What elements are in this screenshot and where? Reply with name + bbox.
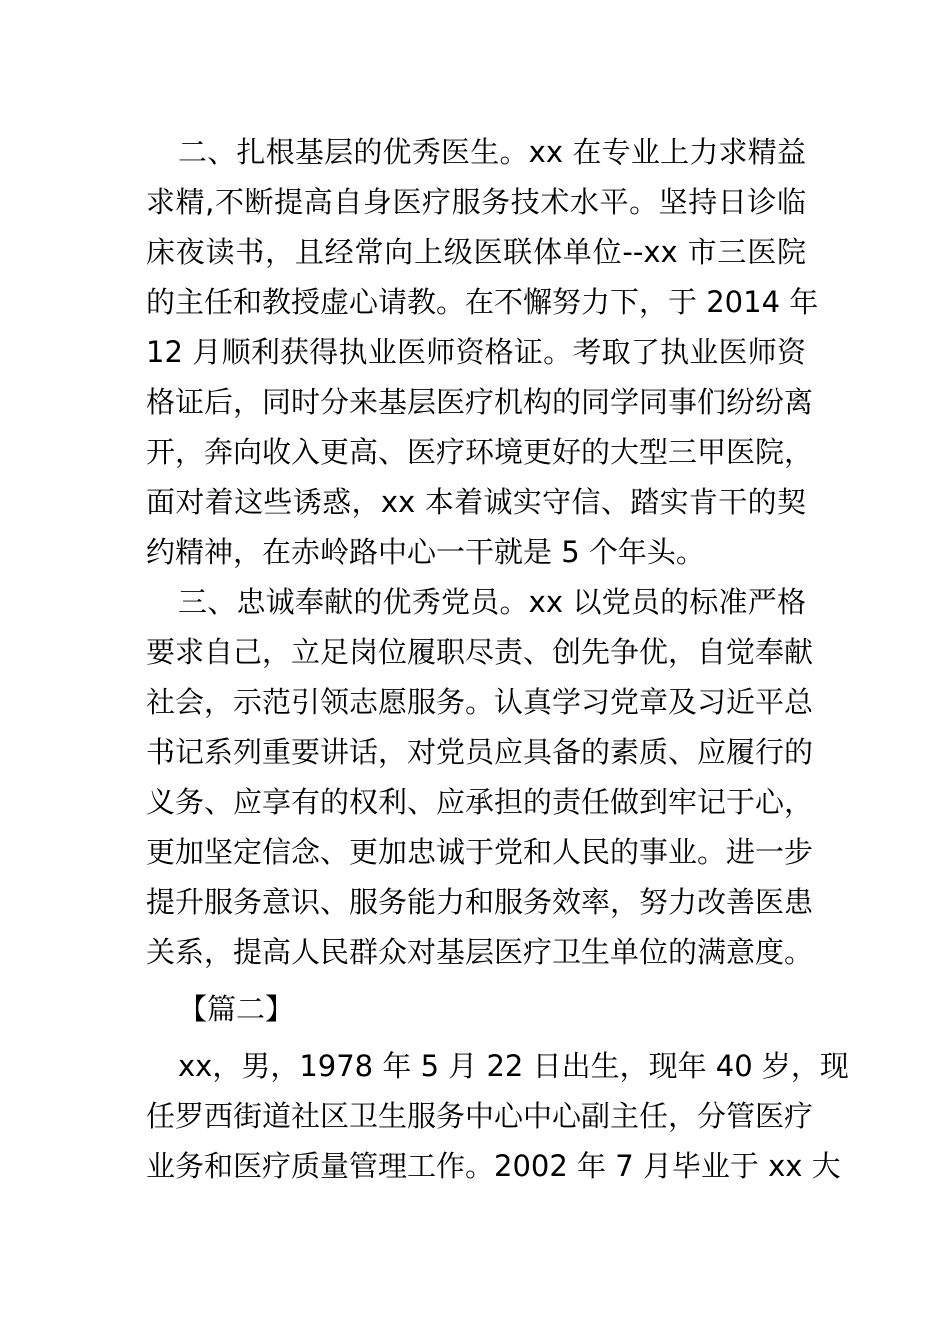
paragraph-2-line-7: 开，奔向收入更高、医疗环境更好的大型三甲医院，: [146, 435, 814, 469]
paragraph-2-line-2: 求精,不断提高自身医疗服务技术水平。坚持日诊临: [146, 185, 806, 219]
paragraph-2-line-6: 格证后，同时分来基层医疗机构的同学同事们纷纷离: [146, 385, 814, 419]
paragraph-3-line-6: 更加坚定信念、更加忠诚于党和人民的事业。进一步: [146, 835, 814, 869]
section-heading: 【篇二】: [178, 992, 295, 1026]
paragraph-2-line-1: 二、扎根基层的优秀医生。xx 在专业上力求精益: [178, 135, 806, 169]
paragraph-3-line-7: 提升服务意识、服务能力和服务效率，努力改善医患: [146, 885, 814, 919]
paragraph-3-line-2: 要求自己，立足岗位履职尽责、创先争优，自觉奉献: [146, 635, 814, 669]
paragraph-4-line-3: 业务和医疗质量管理工作。2002 年 7 月毕业于 xx 大: [146, 1149, 841, 1183]
paragraph-3-line-5: 义务、应享有的权利、应承担的责任做到牢记于心，: [146, 785, 814, 819]
paragraph-4-line-1: xx，男，1978 年 5 月 22 日出生，现年 40 岁，现: [178, 1049, 849, 1083]
paragraph-4-line-2: 任罗西街道社区卫生服务中心中心副主任，分管医疗: [146, 1099, 814, 1133]
paragraph-2-line-8: 面对着这些诱惑，xx 本着诚实守信、踏实肯干的契: [146, 485, 806, 519]
paragraph-3-line-4: 书记系列重要讲话，对党员应具备的素质、应履行的: [146, 735, 814, 769]
paragraph-3-line-8: 关系，提高人民群众对基层医疗卫生单位的满意度。: [146, 935, 814, 969]
paragraph-2-line-5: 12 月顺利获得执业医师资格证。考取了执业医师资: [146, 335, 806, 369]
paragraph-3-line-1: 三、忠诚奉献的优秀党员。xx 以党员的标准严格: [178, 585, 806, 619]
paragraph-2-line-9: 约精神，在赤岭路中心一干就是 5 个年头。: [146, 535, 705, 569]
paragraph-3-line-3: 社会，示范引领志愿服务。认真学习党章及习近平总: [146, 685, 814, 719]
paragraph-2-line-3: 床夜读书，且经常向上级医联体单位--xx 市三医院: [146, 235, 806, 269]
paragraph-2-line-4: 的主任和教授虚心请教。在不懈努力下，于 2014 年: [146, 285, 819, 319]
